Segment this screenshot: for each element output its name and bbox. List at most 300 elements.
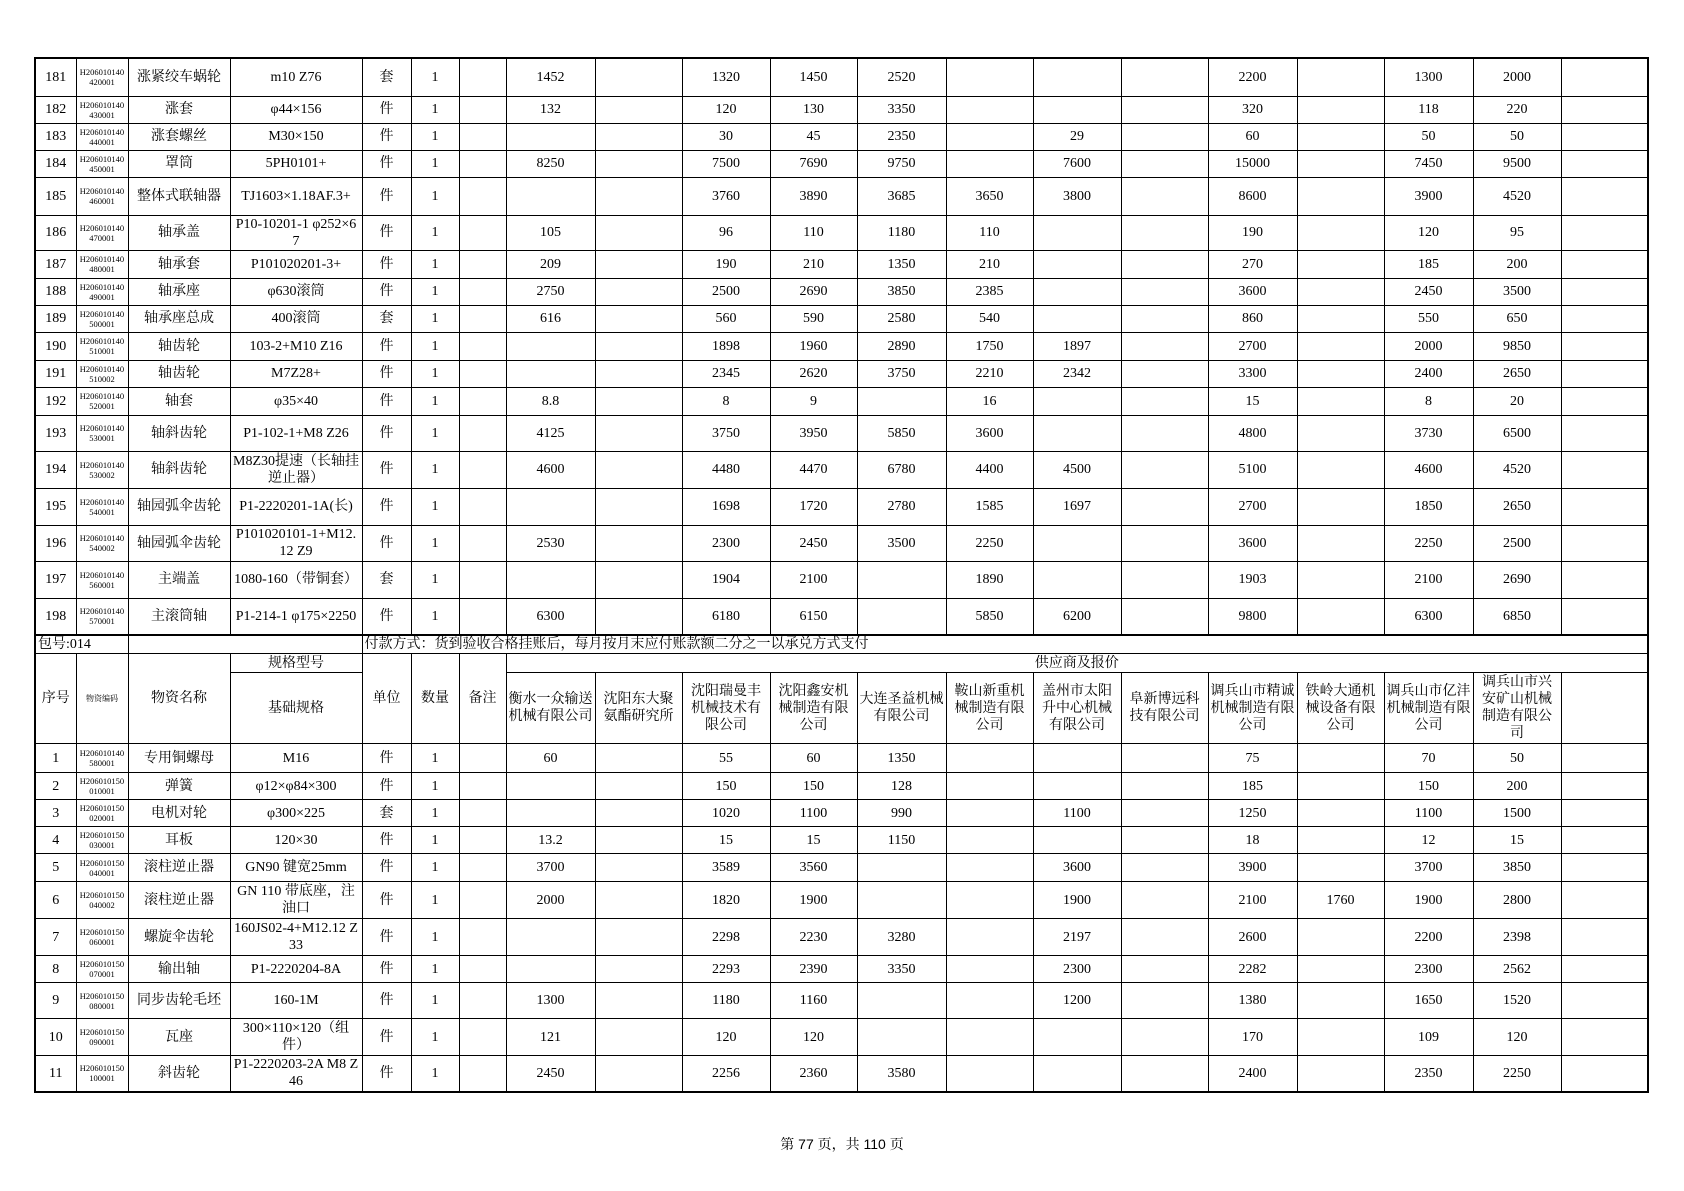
cell-code: H206010140480001 xyxy=(76,250,128,278)
header-supplier: 沈阳鑫安机械制造有限公司 xyxy=(770,673,857,744)
price-cell: 2400 xyxy=(1384,360,1473,387)
price-cell xyxy=(1297,387,1384,415)
header-supplier: 调兵山市亿沣机械制造有限公司 xyxy=(1384,673,1473,744)
header-spec-group: 规格型号 xyxy=(230,654,362,673)
cell-qty: 1 xyxy=(411,250,459,278)
price-cell: 132 xyxy=(506,96,595,123)
cell-code: H206010140450001 xyxy=(76,150,128,177)
price-cell xyxy=(1561,415,1648,451)
cell-spec: P1-2220201-1A(长) xyxy=(230,488,362,525)
cell-spec: M16 xyxy=(230,744,362,773)
cell-qty: 1 xyxy=(411,58,459,96)
table-row xyxy=(35,123,1648,150)
cell-code: H206010140520001 xyxy=(76,387,128,415)
price-cell: 2530 xyxy=(506,525,595,561)
cell-seq: 181 xyxy=(35,58,76,96)
price-cell: 8 xyxy=(1384,387,1473,415)
price-cell: 1720 xyxy=(770,488,857,525)
price-cell xyxy=(1297,451,1384,488)
price-cell: 120 xyxy=(1384,215,1473,250)
price-cell: 4520 xyxy=(1473,451,1561,488)
cell-qty: 1 xyxy=(411,488,459,525)
price-cell xyxy=(595,919,682,956)
price-cell: 2650 xyxy=(1473,488,1561,525)
price-cell xyxy=(595,744,682,773)
price-cell xyxy=(595,983,682,1019)
cell-unit: 件 xyxy=(362,150,411,177)
price-cell xyxy=(1561,58,1648,96)
price-cell: 2350 xyxy=(1384,1056,1473,1092)
cell-seq: 194 xyxy=(35,451,76,488)
cell-unit: 件 xyxy=(362,488,411,525)
price-cell xyxy=(1561,919,1648,956)
cell-spec: P1-214-1 φ175×2250 xyxy=(230,598,362,635)
price-cell: 1100 xyxy=(770,800,857,827)
price-cell: 29 xyxy=(1033,123,1121,150)
price-cell xyxy=(1561,215,1648,250)
price-cell xyxy=(595,305,682,332)
cell-unit: 件 xyxy=(362,177,411,215)
price-cell xyxy=(1561,488,1648,525)
price-cell xyxy=(1121,882,1208,919)
price-cell: 1150 xyxy=(857,827,946,854)
footer-suffix: 页 xyxy=(885,1136,904,1152)
cell-name: 耳板 xyxy=(128,827,230,854)
price-cell xyxy=(946,800,1033,827)
price-cell: 3700 xyxy=(506,854,595,882)
price-cell xyxy=(1561,800,1648,827)
price-cell xyxy=(595,561,682,598)
price-cell: 185 xyxy=(1208,773,1297,800)
price-cell xyxy=(1297,177,1384,215)
price-cell: 1900 xyxy=(770,882,857,919)
price-cell: 210 xyxy=(946,250,1033,278)
price-cell xyxy=(1121,919,1208,956)
price-cell: 1900 xyxy=(1033,882,1121,919)
header-supplier: 阜新博远科技有限公司 xyxy=(1121,673,1208,744)
price-cell xyxy=(1297,415,1384,451)
price-cell: 2800 xyxy=(1473,882,1561,919)
cell-spec: φ35×40 xyxy=(230,387,362,415)
price-cell xyxy=(1561,1019,1648,1056)
cell-code: H206010150060001 xyxy=(76,919,128,956)
price-cell xyxy=(1121,123,1208,150)
price-cell xyxy=(1121,827,1208,854)
price-cell xyxy=(1121,177,1208,215)
price-cell: 75 xyxy=(1208,744,1297,773)
price-cell: 120 xyxy=(682,1019,770,1056)
price-cell: 1903 xyxy=(1208,561,1297,598)
cell-spec: M7Z28+ xyxy=(230,360,362,387)
cell-remark xyxy=(459,360,506,387)
price-cell xyxy=(1297,488,1384,525)
price-cell xyxy=(1121,1019,1208,1056)
cell-remark xyxy=(459,882,506,919)
price-cell: 4400 xyxy=(946,451,1033,488)
table-row xyxy=(35,827,1648,854)
page-footer xyxy=(0,1134,1684,1154)
price-cell xyxy=(1297,827,1384,854)
cell-remark xyxy=(459,827,506,854)
cell-spec: φ630滚筒 xyxy=(230,278,362,305)
price-cell: 1160 xyxy=(770,983,857,1019)
cell-remark xyxy=(459,800,506,827)
cell-spec: P1-2220203-2A M8 Z46 xyxy=(230,1056,362,1092)
price-cell xyxy=(1121,250,1208,278)
price-cell: 3500 xyxy=(1473,278,1561,305)
price-cell: 1350 xyxy=(857,744,946,773)
price-cell xyxy=(595,360,682,387)
price-cell xyxy=(595,96,682,123)
price-cell: 1897 xyxy=(1033,332,1121,360)
price-cell: 3950 xyxy=(770,415,857,451)
cell-code: H206010140420001 xyxy=(76,58,128,96)
price-cell: 9850 xyxy=(1473,332,1561,360)
cell-qty: 1 xyxy=(411,956,459,983)
price-cell: 3685 xyxy=(857,177,946,215)
price-cell: 1300 xyxy=(506,983,595,1019)
price-cell: 20 xyxy=(1473,387,1561,415)
price-cell xyxy=(1121,278,1208,305)
price-cell: 6300 xyxy=(506,598,595,635)
cell-spec: P1-2220204-8A xyxy=(230,956,362,983)
cell-name: 输出轴 xyxy=(128,956,230,983)
price-cell: 121 xyxy=(506,1019,595,1056)
price-cell: 120 xyxy=(1473,1019,1561,1056)
cell-remark xyxy=(459,561,506,598)
cell-seq: 187 xyxy=(35,250,76,278)
cell-qty: 1 xyxy=(411,773,459,800)
price-cell xyxy=(595,488,682,525)
cell-spec: φ300×225 xyxy=(230,800,362,827)
price-cell: 3600 xyxy=(1033,854,1121,882)
price-cell: 9500 xyxy=(1473,150,1561,177)
price-cell: 150 xyxy=(1384,773,1473,800)
price-cell xyxy=(1297,305,1384,332)
cell-code: H206010150040002 xyxy=(76,882,128,919)
price-cell: 2500 xyxy=(1473,525,1561,561)
price-cell: 1697 xyxy=(1033,488,1121,525)
cell-name: 滚柱逆止器 xyxy=(128,854,230,882)
price-cell xyxy=(1561,983,1648,1019)
cell-remark xyxy=(459,332,506,360)
table-row xyxy=(35,882,1648,919)
price-cell xyxy=(946,956,1033,983)
price-cell: 220 xyxy=(1473,96,1561,123)
table-row xyxy=(35,150,1648,177)
cell-name: 螺旋伞齿轮 xyxy=(128,919,230,956)
price-cell: 2700 xyxy=(1208,488,1297,525)
section-1-rows xyxy=(35,58,1648,635)
price-cell: 1960 xyxy=(770,332,857,360)
header-supplier: 沈阳东大聚氨酯研究所 xyxy=(595,673,682,744)
cell-unit: 件 xyxy=(362,525,411,561)
price-cell xyxy=(1561,773,1648,800)
cell-remark xyxy=(459,1019,506,1056)
price-cell xyxy=(946,123,1033,150)
table-row xyxy=(35,278,1648,305)
cell-unit: 件 xyxy=(362,882,411,919)
table-row xyxy=(35,305,1648,332)
cell-code: H206010140510001 xyxy=(76,332,128,360)
price-cell xyxy=(1297,598,1384,635)
package-blank xyxy=(128,635,362,654)
price-cell xyxy=(1121,983,1208,1019)
price-cell: 1500 xyxy=(1473,800,1561,827)
price-cell: 1320 xyxy=(682,58,770,96)
price-cell: 3900 xyxy=(1208,854,1297,882)
price-cell: 2100 xyxy=(770,561,857,598)
price-cell: 2890 xyxy=(857,332,946,360)
header-supplier: 沈阳瑞曼丰机械技术有限公司 xyxy=(682,673,770,744)
price-cell: 50 xyxy=(1384,123,1473,150)
price-cell: 120 xyxy=(770,1019,857,1056)
price-cell: 3350 xyxy=(857,956,946,983)
cell-name: 轴承盖 xyxy=(128,215,230,250)
cell-name: 瓦座 xyxy=(128,1019,230,1056)
price-cell: 13.2 xyxy=(506,827,595,854)
price-cell: 150 xyxy=(770,773,857,800)
cell-spec: P10-10201-1 φ252×67 xyxy=(230,215,362,250)
cell-seq: 186 xyxy=(35,215,76,250)
table-row xyxy=(35,919,1648,956)
cell-code: H206010150090001 xyxy=(76,1019,128,1056)
price-cell: 210 xyxy=(770,250,857,278)
header-supplier: 大连圣益机械有限公司 xyxy=(857,673,946,744)
price-cell: 4600 xyxy=(1384,451,1473,488)
price-cell: 616 xyxy=(506,305,595,332)
cell-code: H206010150030001 xyxy=(76,827,128,854)
price-cell xyxy=(946,919,1033,956)
price-cell xyxy=(946,1056,1033,1092)
cell-name: 弹簧 xyxy=(128,773,230,800)
cell-seq: 184 xyxy=(35,150,76,177)
price-cell xyxy=(506,561,595,598)
price-cell xyxy=(506,177,595,215)
price-cell: 15 xyxy=(682,827,770,854)
header-row-2 xyxy=(35,673,1648,744)
price-cell: 9800 xyxy=(1208,598,1297,635)
table-row xyxy=(35,488,1648,525)
price-cell xyxy=(595,177,682,215)
price-cell: 6180 xyxy=(682,598,770,635)
price-cell: 60 xyxy=(1208,123,1297,150)
table-row xyxy=(35,415,1648,451)
price-cell xyxy=(1033,773,1121,800)
price-cell xyxy=(595,332,682,360)
cell-unit: 件 xyxy=(362,250,411,278)
price-cell: 1750 xyxy=(946,332,1033,360)
header-spec: 基础规格 xyxy=(230,673,362,744)
price-cell: 6850 xyxy=(1473,598,1561,635)
price-cell: 3600 xyxy=(1208,278,1297,305)
cell-spec: 1080-160（带铜套） xyxy=(230,561,362,598)
cell-qty: 1 xyxy=(411,854,459,882)
cell-qty: 1 xyxy=(411,919,459,956)
cell-name: 轴承套 xyxy=(128,250,230,278)
cell-name: 滚柱逆止器 xyxy=(128,882,230,919)
table-row xyxy=(35,956,1648,983)
price-cell: 150 xyxy=(682,773,770,800)
price-cell: 2345 xyxy=(682,360,770,387)
cell-qty: 1 xyxy=(411,387,459,415)
price-cell xyxy=(1297,278,1384,305)
price-cell xyxy=(1121,956,1208,983)
price-cell: 5850 xyxy=(857,415,946,451)
quotation-table xyxy=(34,57,1649,1093)
cell-name: 斜齿轮 xyxy=(128,1056,230,1092)
price-cell: 128 xyxy=(857,773,946,800)
table-row xyxy=(35,250,1648,278)
table-row xyxy=(35,332,1648,360)
cell-code: H206010140560001 xyxy=(76,561,128,598)
cell-seq: 196 xyxy=(35,525,76,561)
price-cell: 3730 xyxy=(1384,415,1473,451)
price-cell xyxy=(595,387,682,415)
price-cell xyxy=(1561,956,1648,983)
cell-name: 轴承座总成 xyxy=(128,305,230,332)
cell-spec: 5PH0101+ xyxy=(230,150,362,177)
price-cell: 2000 xyxy=(506,882,595,919)
price-cell: 2350 xyxy=(857,123,946,150)
price-cell: 3760 xyxy=(682,177,770,215)
header-seq: 序号 xyxy=(35,654,76,744)
cell-code: H206010140530002 xyxy=(76,451,128,488)
price-cell: 18 xyxy=(1208,827,1297,854)
header-unit: 单位 xyxy=(362,654,411,744)
price-cell: 2750 xyxy=(506,278,595,305)
price-cell: 9750 xyxy=(857,150,946,177)
cell-code: H206010150020001 xyxy=(76,800,128,827)
cell-name: 同步齿轮毛坯 xyxy=(128,983,230,1019)
price-cell xyxy=(595,827,682,854)
cell-spec: φ12×φ84×300 xyxy=(230,773,362,800)
price-cell: 209 xyxy=(506,250,595,278)
cell-spec: 300×110×120（组件） xyxy=(230,1019,362,1056)
cell-qty: 1 xyxy=(411,451,459,488)
footer-middle: 页，共 xyxy=(813,1136,864,1152)
price-cell xyxy=(1033,561,1121,598)
price-cell xyxy=(1561,123,1648,150)
cell-qty: 1 xyxy=(411,278,459,305)
cell-unit: 件 xyxy=(362,598,411,635)
table-row xyxy=(35,598,1648,635)
cell-remark xyxy=(459,278,506,305)
table-row xyxy=(35,800,1648,827)
price-cell: 4480 xyxy=(682,451,770,488)
price-cell: 2100 xyxy=(1208,882,1297,919)
price-cell: 2197 xyxy=(1033,919,1121,956)
price-cell xyxy=(857,561,946,598)
price-cell xyxy=(946,773,1033,800)
price-cell xyxy=(1121,451,1208,488)
price-cell: 2293 xyxy=(682,956,770,983)
cell-spec: P101020101-1+M12.12 Z9 xyxy=(230,525,362,561)
cell-name: 涨套螺丝 xyxy=(128,123,230,150)
price-cell: 1520 xyxy=(1473,983,1561,1019)
price-cell: 95 xyxy=(1473,215,1561,250)
cell-seq: 185 xyxy=(35,177,76,215)
price-cell xyxy=(946,854,1033,882)
cell-code: H206010150010001 xyxy=(76,773,128,800)
price-cell: 2250 xyxy=(946,525,1033,561)
price-cell xyxy=(1561,451,1648,488)
price-cell xyxy=(946,58,1033,96)
cell-code: H206010150040001 xyxy=(76,854,128,882)
price-cell: 1100 xyxy=(1384,800,1473,827)
cell-spec: φ44×156 xyxy=(230,96,362,123)
header-name: 物资名称 xyxy=(128,654,230,744)
price-cell: 2450 xyxy=(770,525,857,561)
price-cell xyxy=(1297,525,1384,561)
price-cell xyxy=(1033,250,1121,278)
price-cell xyxy=(1561,250,1648,278)
cell-name: 轴齿轮 xyxy=(128,332,230,360)
price-cell: 2600 xyxy=(1208,919,1297,956)
price-cell: 3560 xyxy=(770,854,857,882)
cell-qty: 1 xyxy=(411,882,459,919)
price-cell: 2300 xyxy=(1384,956,1473,983)
price-cell xyxy=(1297,123,1384,150)
cell-seq: 197 xyxy=(35,561,76,598)
price-cell xyxy=(857,387,946,415)
price-cell xyxy=(1033,58,1121,96)
price-cell: 1890 xyxy=(946,561,1033,598)
cell-remark xyxy=(459,305,506,332)
payment-terms: 付款方式：货到验收合格挂账后，每月按月末应付账款额二分之一以承兑方式支付 xyxy=(362,635,1648,654)
price-cell: 2385 xyxy=(946,278,1033,305)
price-cell xyxy=(1033,744,1121,773)
price-cell: 2398 xyxy=(1473,919,1561,956)
price-cell: 8 xyxy=(682,387,770,415)
price-cell xyxy=(1033,305,1121,332)
price-cell xyxy=(595,956,682,983)
header-supplier: 鞍山新重机械制造有限公司 xyxy=(946,673,1033,744)
cell-qty: 1 xyxy=(411,800,459,827)
price-cell xyxy=(1561,854,1648,882)
header-supplier: 盖州市太阳升中心机械有限公司 xyxy=(1033,673,1121,744)
price-cell xyxy=(1297,561,1384,598)
price-cell xyxy=(1297,854,1384,882)
cell-seq: 3 xyxy=(35,800,76,827)
cell-unit: 件 xyxy=(362,956,411,983)
price-cell: 5850 xyxy=(946,598,1033,635)
price-cell: 2520 xyxy=(857,58,946,96)
price-cell: 15 xyxy=(770,827,857,854)
price-cell: 2450 xyxy=(506,1056,595,1092)
price-cell xyxy=(1561,387,1648,415)
price-cell xyxy=(946,96,1033,123)
price-cell xyxy=(946,882,1033,919)
price-cell xyxy=(1033,1019,1121,1056)
price-cell xyxy=(595,123,682,150)
price-cell xyxy=(1121,744,1208,773)
cell-unit: 件 xyxy=(362,827,411,854)
cell-qty: 1 xyxy=(411,561,459,598)
price-cell xyxy=(946,983,1033,1019)
cell-qty: 1 xyxy=(411,1056,459,1092)
header-supplier: 调兵山市兴安矿山机械制造有限公司 xyxy=(1473,673,1561,744)
price-cell: 3600 xyxy=(1208,525,1297,561)
price-cell xyxy=(857,882,946,919)
price-cell: 2000 xyxy=(1384,332,1473,360)
price-cell: 1904 xyxy=(682,561,770,598)
price-cell xyxy=(1297,1019,1384,1056)
header-qty: 数量 xyxy=(411,654,459,744)
price-cell: 1898 xyxy=(682,332,770,360)
cell-unit: 件 xyxy=(362,1056,411,1092)
header-remark: 备注 xyxy=(459,654,506,744)
